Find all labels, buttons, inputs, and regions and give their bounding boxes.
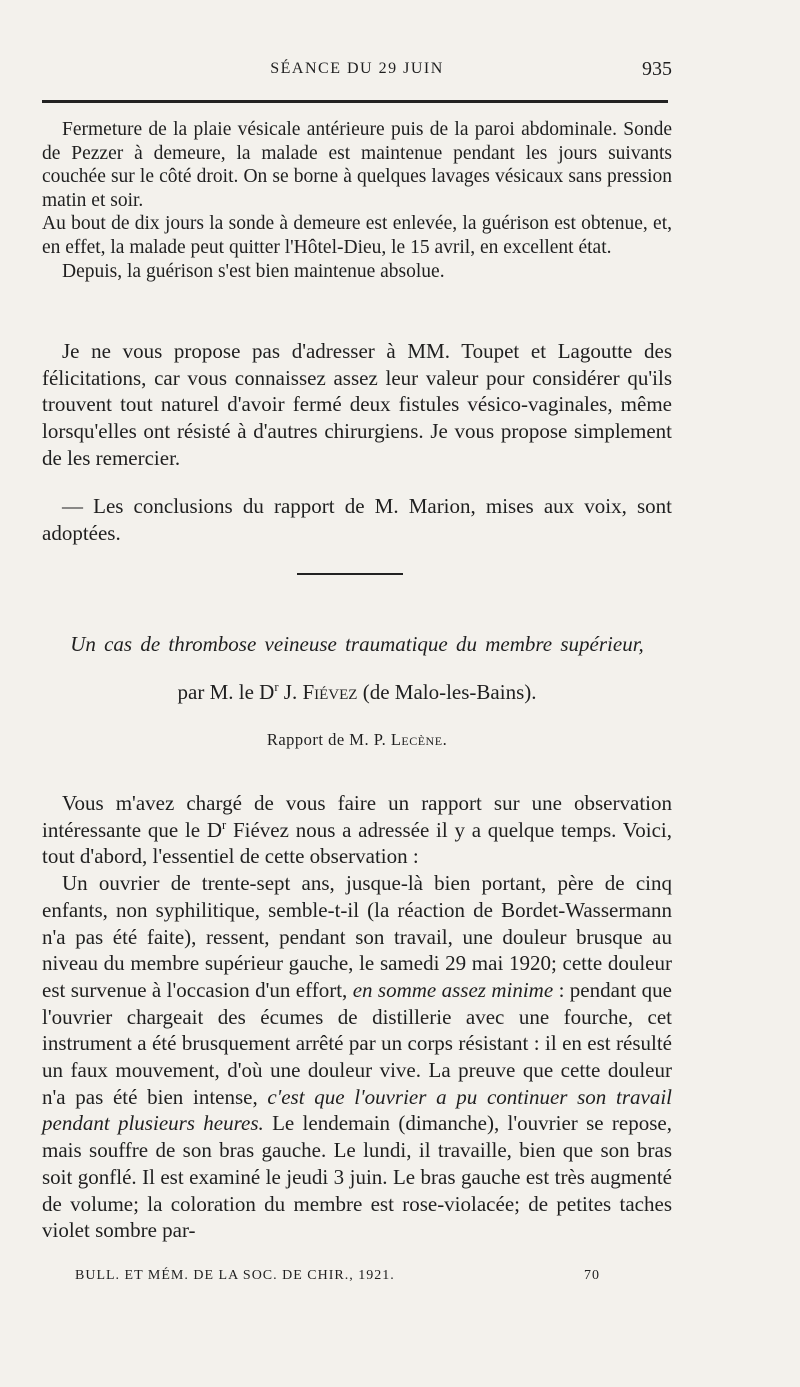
body-paragraph-2-part-c: Le lendemain (dimanche), l'ouvrier se repose, mais souffre de son bras gauche. Le lundi, il travaille, bien que son bras soit gonflé. Il est examiné le jeudi 3 juin. Le bras gauche est très augmenté de volume; la coloration du membre est rose-violacée; de petites taches violet sombre par- [42,1111,672,1243]
header-rule [42,100,668,103]
continuation-section [42,118,672,283]
continuation-paragraph-3: Depuis, la guérison s'est bien maintenue absolue. [62,260,445,282]
body-paragraph-2-part-b: : pendant que l'ouvrier chargeait des écumes de distillerie avec une fourche, cet instrument a été brusquement arrêté par un corps résistant : il en est résulté un faux mouvement, d'où une douleur vive. La preuve que cette douleur n'a pas été bien intense, [42,977,672,1109]
section-separator [297,573,403,575]
article-title: Un cas de thrombose veineuse traumatique du membre supérieur, [70,632,644,656]
continuation-paragraph-1: Fermeture de la plaie vésicale antérieure puis de la paroi abdominale. Sonde de Pezzer à demeure, la malade est maintenue pendant les jours suivants couchée sur le côté droit. On se borne à quelques lavages vésicaux sans pression matin et soir. [42,119,672,211]
running-title: SÉANCE DU 29 JUIN [270,60,444,77]
article-body [42,790,672,1244]
vote-section [42,493,672,546]
byline-prefix: par M. le D [177,680,275,704]
report-suffix: . [442,730,448,749]
conclusion-paragraph: Je ne vous propose pas d'adresser à MM. Toupet et Lagoutte des félicitations, car vous connaissez assez leur valeur pour considérer qu'ils trouvent tout naturel d'avoir fermé deux fistules vésico-vaginales, même lorsqu'elles ont résisté à d'autres chirurgiens. Je vous propose simplement de les remercier. [42,339,672,470]
running-head [42,60,672,84]
byline-superscript: r [274,680,279,694]
body-emphasis-1: en somme assez minime [352,977,554,1002]
reporter-name: Lecène [390,730,443,749]
signature-number: 70 [584,1268,600,1283]
author-place: (de Malo-les-Bains). [357,680,537,704]
continuation-paragraph-2: Au bout de dix jours la sonde à demeure est enlevée, la guérison est obtenue, et, en effet, la malade peut quitter l'Hôtel-Dieu, le 15 avril, en excellent état. [42,213,672,258]
author-name: Fiévez [302,680,358,704]
body-paragraph-1 [42,790,672,870]
vote-paragraph: — Les conclusions du rapport de M. Marion, mises aux voix, sont adoptées. [42,494,672,545]
body-paragraph-1-part-a: Vous m'avez chargé de vous faire un rapport sur une observation intéressante que le D [42,791,672,842]
body-paragraph-2 [42,870,672,1244]
report-line [42,730,672,750]
page-number: 935 [642,58,672,80]
body-paragraph-1-superscript: r [222,817,227,832]
report-prefix: Rapport de M. P. [266,730,391,749]
byline [42,680,672,705]
journal-reference: BULL. ET MÉM. DE LA SOC. DE CHIR., 1921. [75,1268,395,1283]
body-emphasis-2: c'est que l'ouvrier a pu continuer son travail pendant plusieurs heures. [42,1084,672,1136]
body-paragraph-2-part-a: Un ouvrier de trente-sept ans, jusque-là bien portant, père de cinq enfants, non syphilitique, semble-t-il (la réaction de Bordet-Wassermann n'a pas été faite), ressent, pendant son travail, une douleur brusque au niveau du membre supérieur gauche, le samedi 29 mai 1920; cette douleur est survenue à l'occasion d'un effort, [42,871,672,1002]
conclusion-section [42,338,672,472]
byline-initial: J. [278,680,303,704]
body-paragraph-1-part-b: Fiévez nous a adressée il y a quelque temps. Voici, tout d'abord, l'essentiel de cette observation : [42,817,672,869]
